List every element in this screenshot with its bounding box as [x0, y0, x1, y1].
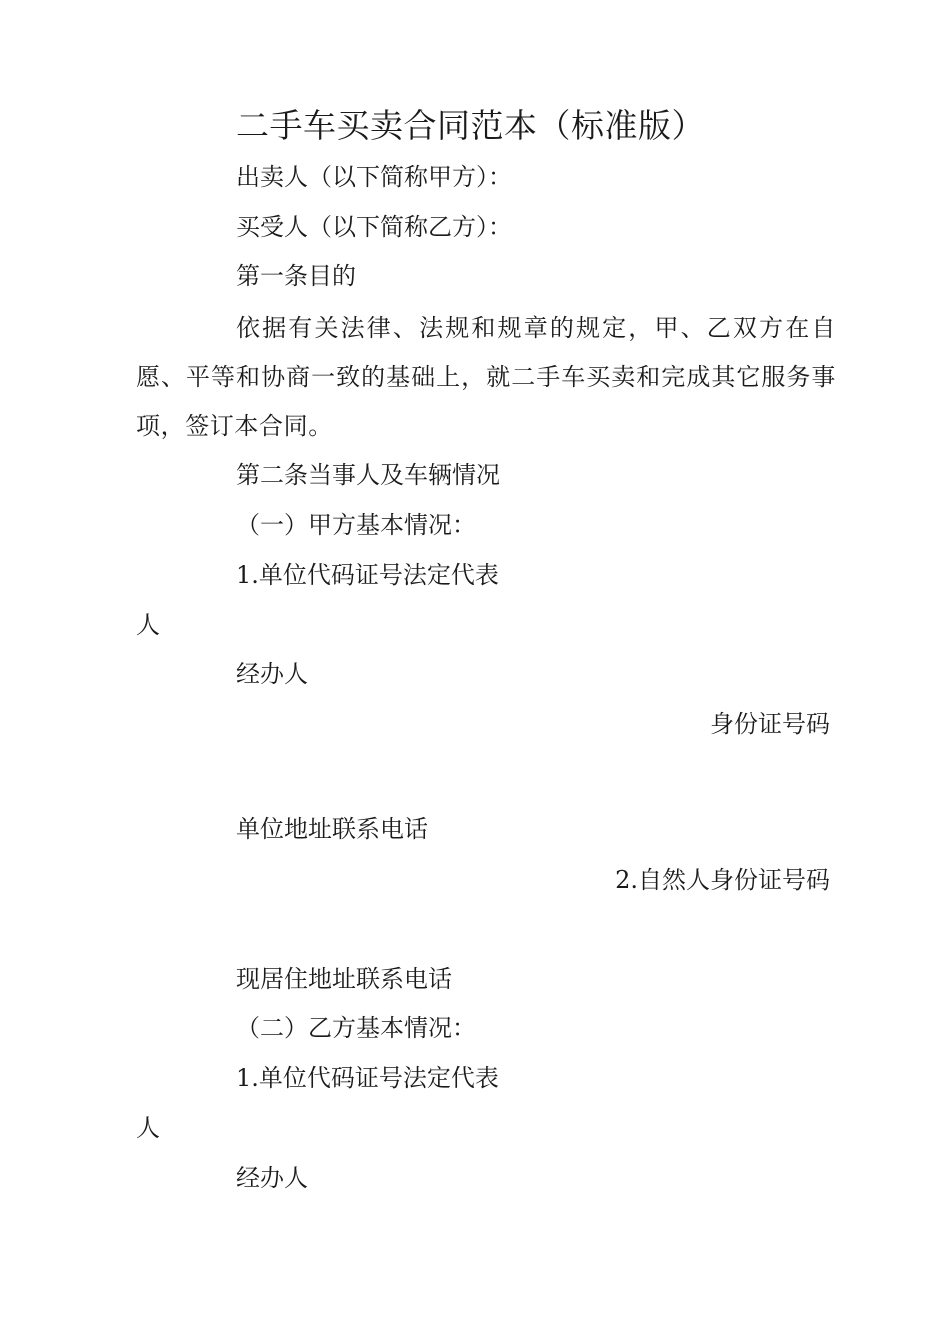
party-a-heading: （一）甲方基本情况：	[236, 511, 476, 539]
party-a-unit-line-wrap: 人	[136, 611, 160, 639]
party-a-natural-person: 2.自然人身份证号码	[615, 866, 830, 894]
article-1-body: 依据有关法律、法规和规章的规定，甲、乙双方在自愿、平等和协商一致的基础上，就二手车买卖和完成其它服务事项，签订本合同。	[136, 314, 836, 440]
party-a-unit-line: 1.单位代码证号法定代表	[236, 561, 499, 589]
party-b-unit-line-wrap: 人	[136, 1114, 160, 1142]
seller-line: 出卖人（以下简称甲方）：	[236, 163, 512, 191]
article-1-heading: 第一条目的	[236, 262, 356, 290]
article-2-heading: 第二条当事人及车辆情况	[236, 461, 500, 489]
document-title: 二手车买卖合同范本（标准版）	[236, 106, 705, 145]
party-a-residence: 现居住地址联系电话	[236, 965, 452, 993]
party-a-unit-address: 单位地址联系电话	[236, 815, 428, 843]
party-b-heading: （二）乙方基本情况：	[236, 1014, 476, 1042]
party-b-unit-line: 1.单位代码证号法定代表	[236, 1064, 499, 1092]
party-a-id-number: 身份证号码	[710, 710, 830, 738]
party-a-agent: 经办人	[236, 660, 308, 688]
party-b-agent: 经办人	[236, 1164, 308, 1192]
buyer-line: 买受人（以下简称乙方）：	[236, 213, 512, 241]
